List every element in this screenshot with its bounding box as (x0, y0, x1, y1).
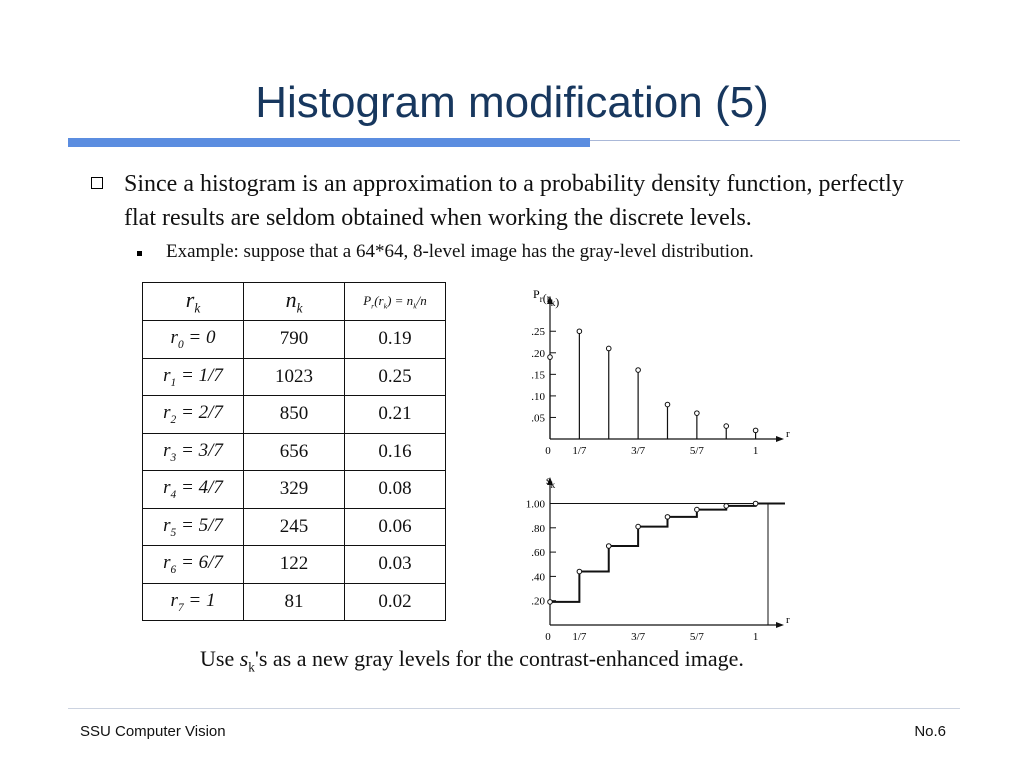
y-tick-label: .60 (531, 547, 545, 560)
y-axis-label-part: k (550, 480, 556, 490)
y-axis-label-part: ) (555, 295, 560, 309)
table-row (143, 433, 446, 471)
footer-divider (68, 708, 960, 709)
x-tick-label: 3/7 (631, 445, 646, 457)
step-point (753, 501, 758, 506)
y-tick-label: .40 (531, 571, 545, 584)
x-tick-label: 0 (545, 445, 551, 457)
cell-nk: 850 (244, 396, 345, 434)
step-point (636, 524, 641, 529)
gray-level-table (142, 282, 446, 621)
x-axis-label: r (786, 428, 790, 440)
cell-rk: $r_5 = 5/7$ (143, 508, 244, 546)
stem-point (753, 428, 758, 433)
stem-point (695, 411, 700, 416)
y-tick-label: .20 (531, 595, 545, 608)
cell-pr: 0.19 (345, 321, 446, 359)
y-axis-label-part: P (533, 287, 540, 301)
cell-nk: 1023 (244, 358, 345, 396)
checkbox-bullet-icon (91, 177, 103, 189)
slide-title: Histogram modification (5) (255, 78, 769, 127)
x-tick-label: 1 (752, 631, 759, 643)
step-point (577, 569, 582, 574)
cell-pr: 0.16 (345, 433, 446, 471)
step-point (606, 544, 611, 549)
cell-rk: $r_2 = 2/7$ (143, 396, 244, 434)
cell-rk: $r_7 = 1$ (143, 583, 244, 621)
x-tick-label: 1/7 (572, 631, 587, 643)
y-tick-label: .15 (531, 369, 545, 382)
bullet-text-main: Since a histogram is an approximation to a probability density function, perfectly flat results are seldom obtained when working the discrete levels. (124, 171, 904, 231)
cell-nk: 329 (244, 471, 345, 509)
stem-point (577, 329, 582, 334)
histogram-stem-chart (500, 282, 820, 467)
y-axis-label (546, 473, 556, 490)
title-underline-thick (68, 138, 590, 147)
x-axis-label: r (786, 614, 790, 626)
y-tick-label: .20 (531, 347, 545, 360)
table-row (143, 358, 446, 396)
y-tick-label: .10 (531, 390, 545, 403)
caption-text: Use $s_k's$ as a new gray levels for the contrast-enhanced image. (200, 646, 744, 675)
y-axis-label (533, 287, 559, 309)
y-axis-label-part: s (546, 473, 551, 487)
x-tick-label: 5/7 (689, 631, 704, 643)
step-point (548, 600, 553, 605)
table-row (143, 583, 446, 621)
header-pr: $P_r(r_k) = n_k/n$ (345, 283, 446, 321)
cell-nk: 122 (244, 546, 345, 584)
cell-rk: $r_1 = 1/7$ (143, 358, 244, 396)
table-row (143, 396, 446, 434)
table-row (143, 546, 446, 584)
cell-rk: $r_6 = 6/7$ (143, 546, 244, 584)
cell-pr: 0.03 (345, 546, 446, 584)
stem-point (724, 424, 729, 429)
table-row (143, 321, 446, 359)
x-axis-arrow-icon (776, 622, 784, 628)
cell-nk: 245 (244, 508, 345, 546)
y-tick-label: .05 (531, 412, 545, 425)
x-tick-label: 1/7 (572, 445, 587, 457)
step-point (665, 515, 670, 520)
footer-course: SSU Computer Vision (80, 723, 226, 740)
y-tick-label: .80 (531, 522, 545, 535)
y-axis-label-part: (r (542, 291, 551, 305)
cell-pr: 0.08 (345, 471, 446, 509)
cell-nk: 790 (244, 321, 345, 359)
y-tick-label: .25 (531, 326, 545, 339)
step-point (695, 507, 700, 512)
x-tick-label: 3/7 (631, 631, 646, 643)
table-row (143, 508, 446, 546)
cell-nk: 656 (244, 433, 345, 471)
cell-pr: 0.25 (345, 358, 446, 396)
x-tick-label: 1 (752, 445, 759, 457)
transform-step-chart (500, 470, 820, 650)
table-header-row (143, 283, 446, 321)
cell-rk: $r_4 = 4/7$ (143, 471, 244, 509)
footer-page-number: No.6 (914, 723, 946, 740)
x-tick-label: 5/7 (689, 445, 704, 457)
y-tick-label: 1.00 (525, 498, 545, 511)
cell-pr: 0.02 (345, 583, 446, 621)
x-tick-label: 0 (545, 631, 551, 643)
stem-point (548, 355, 553, 360)
cell-pr: 0.21 (345, 396, 446, 434)
stem-point (636, 368, 641, 373)
stem-point (665, 402, 670, 407)
cell-nk: 81 (244, 583, 345, 621)
stem-point (606, 346, 611, 351)
cell-rk: $r_0 = 0$ (143, 321, 244, 359)
x-axis-arrow-icon (776, 436, 784, 442)
header-nk: $n_k$ (244, 283, 345, 321)
y-axis-label-part: r (539, 294, 543, 304)
y-axis-label-part: k (550, 298, 556, 308)
square-bullet-icon (137, 251, 142, 256)
cell-pr: 0.06 (345, 508, 446, 546)
header-rk: $r_k$ (143, 283, 244, 321)
cell-rk: $r_3 = 3/7$ (143, 433, 244, 471)
step-point (724, 504, 729, 509)
table-row (143, 471, 446, 509)
bullet-text-example: Example: suppose that a 64*64, 8-level image has the gray-level distribution. (166, 241, 754, 262)
title-underline-thin (590, 140, 960, 141)
